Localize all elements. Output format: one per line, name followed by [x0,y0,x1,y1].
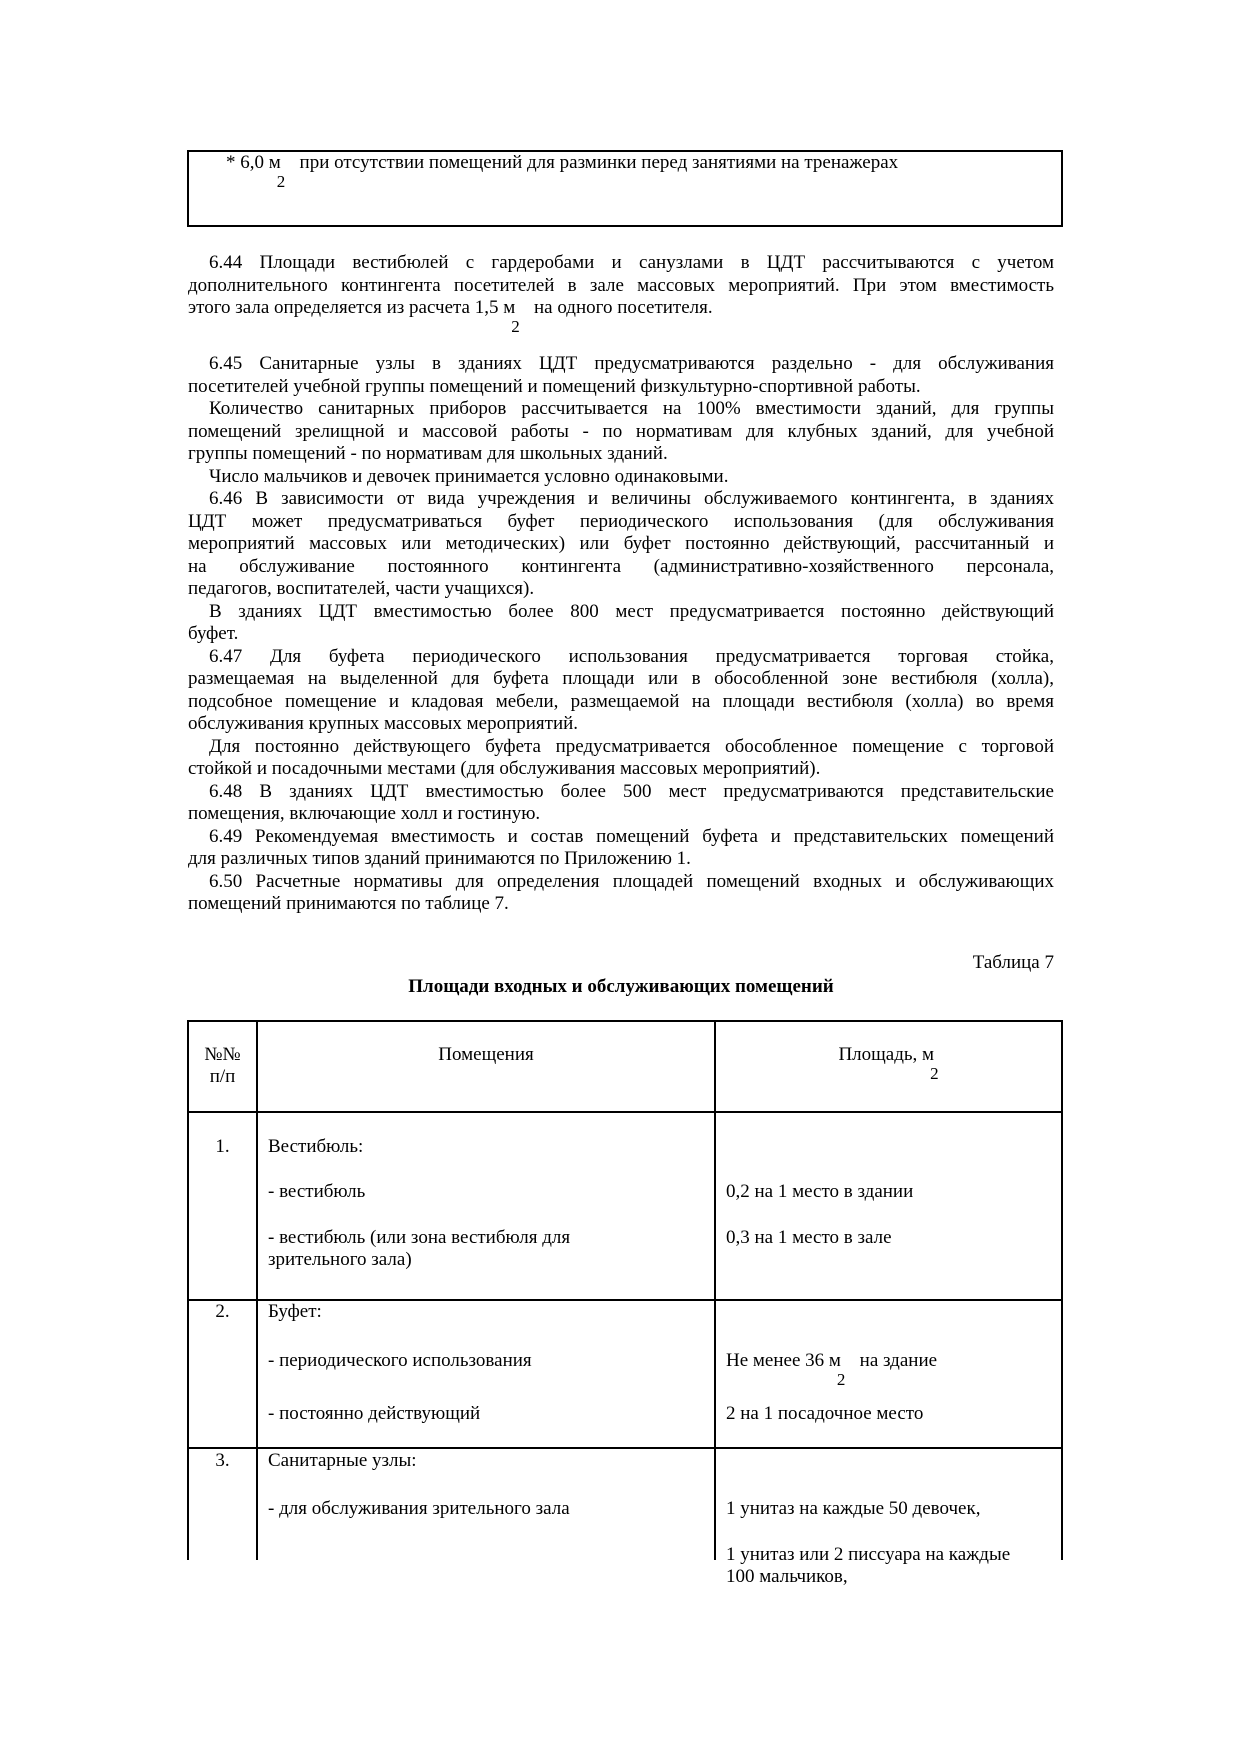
p644-line-1: 6.44 Площади вестибюлей с гардеробами и санузлами в ЦДТ рассчитываются с учетом [209,252,1054,273]
row-2-item-a-value: Не менее 36 м2 на здание [726,1350,938,1389]
body-line: 6.46 В зависимости от вида учреждения и величины обслуживаемого контингента, в зданиях [209,488,1054,509]
body-text [188,353,1054,916]
body-line: мероприятий массовых или методических) или буфет постоянно действующий, рассчитанный и [188,533,1054,554]
row-1-num: 1. [215,1136,230,1157]
row-3-item-a: - для обслуживания зрительного зала [268,1498,570,1519]
footnote-prefix: * 6,0 м [226,152,281,173]
body-line: ЦДТ может предусматриваться буфет периодического использования (для обслуживания [188,510,1054,532]
table-label: Таблица 7 [972,952,1054,973]
p644-line-3: этого зала определяется из расчета 1,5 м2 на одного посетителя. [188,297,713,336]
header-num: №№ п/п [204,1044,241,1087]
row-3-item-a-value-1: 1 унитаз на каждые 50 девочек, [726,1498,981,1519]
row-1-item-a: - вестибюль [268,1181,366,1202]
body-line: 6.49 Рекомендуемая вместимость и состав помещений буфета и представительских помещений [209,825,1054,847]
p644-line-2: дополнительного контингента посетителей в зале массовых мероприятий. При этом вместимость [188,274,1054,296]
footnote-text: при отсутствии помещений для разминки перед занятиями на тренажерах [299,152,899,173]
table-border-left [187,1020,189,1560]
row-1-item-b: - вестибюль (или зона вестибюля для зрительного зала) [268,1227,571,1270]
body-line: 6.50 Расчетные нормативы для определения площадей помещений входных и обслуживающих [209,870,1054,892]
paragraph-6-44 [188,252,1054,336]
body-line: Количество санитарных приборов рассчитывается на 100% вместимости зданий, для группы [209,398,1054,419]
body-line: 6.47 Для буфета периодического использования предусматривается торговая стойка, [209,645,1054,667]
body-line: посетителей учебной группы помещений и помещений физкультурно-спортивной работы. [188,375,921,397]
row-3-num: 3. [215,1450,230,1471]
body-line: В зданиях ЦДТ вместимостью более 800 мест предусматривается постоянно действующий [209,600,1054,622]
body-line: обслуживания крупных массовых мероприятий. [188,713,579,734]
body-line: помещения, включающие холл и гостиную. [188,803,541,824]
body-line: помещений зрелищной и массовой работы - по нормативам для клубных зданий, для учебной [188,420,1054,442]
table-header-divider [187,1111,1063,1113]
body-line: подсобное помещение и кладовая мебели, размещаемой на площади вестибюля (холла) во время [188,690,1054,712]
header-room: Помещения [438,1044,534,1065]
row-1-item-b-value: 0,3 на 1 место в зале [726,1227,892,1248]
row-1-title: Вестибюль: [268,1136,364,1157]
body-line: группы помещений - по нормативам для школьных зданий. [188,443,668,464]
table-col-divider [714,1020,716,1560]
row-2-item-b: - постоянно действующий [268,1403,481,1424]
table-row-divider [187,1447,1063,1449]
table-col-divider [256,1020,258,1560]
body-line: Для постоянно действующего буфета предусматривается обособленное помещение с торговой [209,735,1054,757]
body-line: на обслуживание постоянного контингента (административно-хозяйственного персонала, [188,555,1054,577]
body-line: 6.45 Санитарные узлы в зданиях ЦДТ предусматриваются раздельно - для обслуживания [209,353,1054,374]
body-line: педагогов, воспитателей, части учащихся). [188,578,535,599]
row-2-num: 2. [215,1301,230,1322]
row-2-title: Буфет: [268,1301,322,1322]
table-border-top [187,1020,1063,1022]
row-2-item-a: - периодического использования [268,1350,532,1371]
footnote-sup: 2 [276,172,286,191]
body-line: размещаемая на выделенной для буфета площади или в обособленной зоне вестибюля (холла), [188,668,1054,689]
table-title: Площади входных и обслуживающих помещений [408,976,834,997]
body-line: стойкой и посадочными местами (для обслуживания массовых мероприятий). [188,758,821,779]
row-2-item-b-value: 2 на 1 посадочное место [726,1403,924,1424]
row-3-title: Санитарные узлы: [268,1450,417,1471]
footnote-box [187,150,1063,227]
header-area: Площадь, м2 [838,1044,939,1083]
body-line: буфет. [188,623,239,644]
row-1-item-a-value: 0,2 на 1 место в здании [726,1181,914,1202]
row-3-item-a-value-2: 1 унитаз или 2 писсуара на каждые 100 мальчиков, [726,1544,1011,1587]
body-line: 6.48 В зданиях ЦДТ вместимостью более 500 мест предусматриваются представительские [209,780,1054,802]
table-border-right [1061,1020,1063,1560]
footnote-line [226,152,899,191]
body-line: Число мальчиков и девочек принимается условно одинаковыми. [209,465,729,487]
body-line: для различных типов зданий принимаются по Приложению 1. [188,848,691,869]
body-line: помещений принимаются по таблице 7. [188,893,509,914]
